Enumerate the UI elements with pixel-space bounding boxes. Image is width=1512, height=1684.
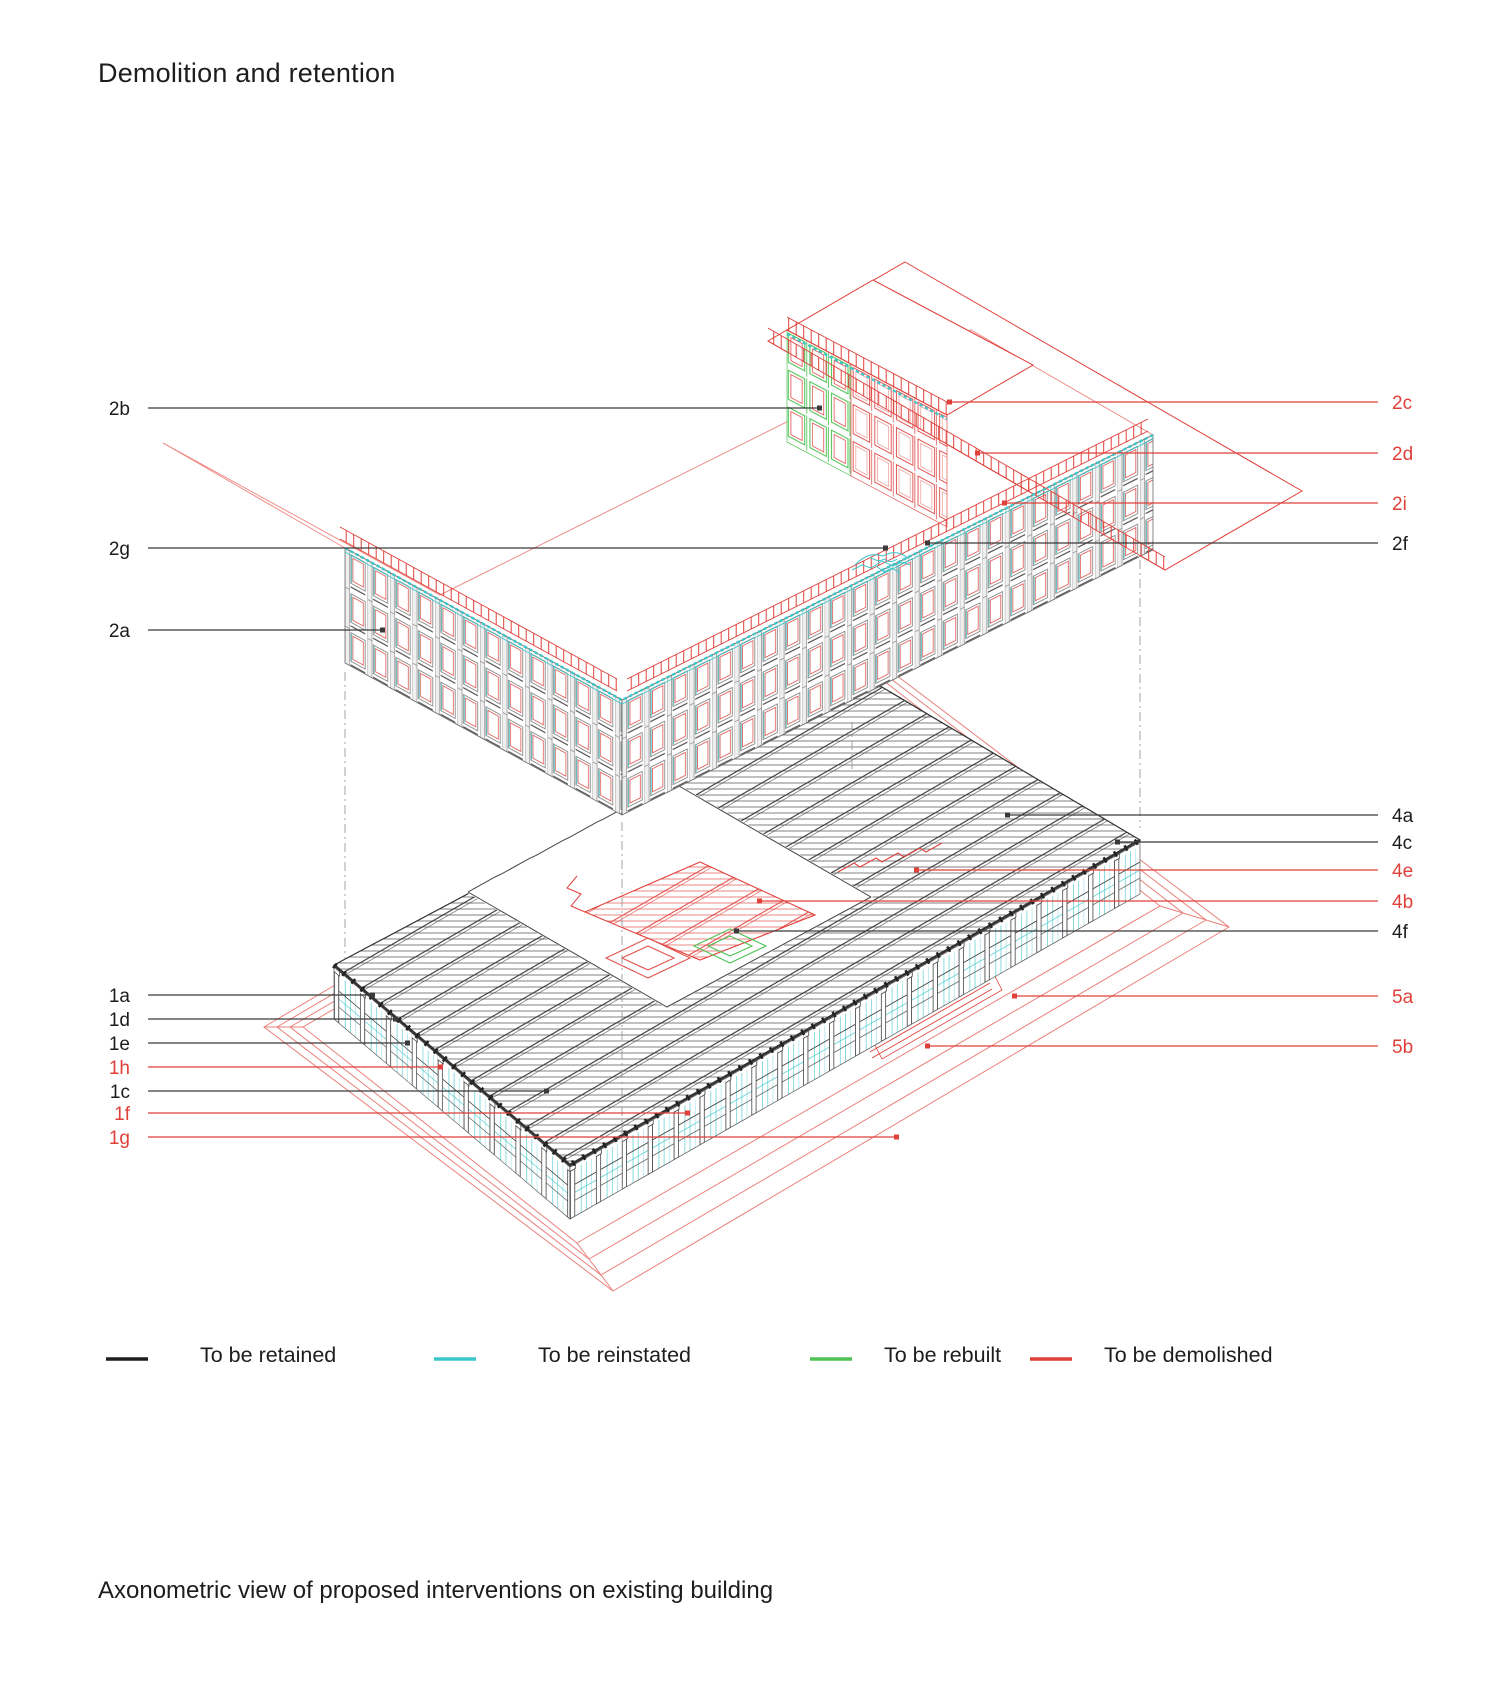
callout-2b: 2b	[108, 399, 130, 420]
callout-1d: 1d	[108, 1010, 130, 1031]
callout-4b: 4b	[1392, 892, 1414, 913]
legend-label-retained: To be retained	[200, 1343, 337, 1367]
callout-2g: 2g	[108, 539, 130, 560]
callout-2a: 2a	[108, 621, 130, 642]
callout-2c: 2c	[1392, 393, 1413, 414]
callout-1h: 1h	[108, 1058, 130, 1079]
callout-1g: 1g	[108, 1128, 130, 1149]
callout-4a: 4a	[1392, 806, 1414, 827]
legend-swatch-demolished	[1028, 1350, 1074, 1368]
callout-1e: 1e	[108, 1034, 130, 1055]
legend-label-reinstated: To be reinstated	[538, 1343, 691, 1367]
callout-1c: 1c	[109, 1082, 130, 1103]
legend-label-demolished: To be demolished	[1104, 1343, 1273, 1367]
legend-swatch-reinstated	[432, 1350, 478, 1368]
page-title: Demolition and retention	[98, 58, 396, 88]
callout-4c: 4c	[1392, 833, 1413, 854]
callout-4f: 4f	[1392, 922, 1408, 943]
callout-1a: 1a	[108, 986, 130, 1007]
callout-2i: 2i	[1392, 494, 1407, 515]
callout-5a: 5a	[1392, 987, 1414, 1008]
callout-1f: 1f	[114, 1104, 130, 1125]
legend-swatch-retained	[104, 1350, 150, 1368]
callout-2d: 2d	[1392, 444, 1414, 465]
callout-2f: 2f	[1392, 534, 1408, 555]
legend-swatch-rebuilt	[808, 1350, 854, 1368]
callout-5b: 5b	[1392, 1037, 1414, 1058]
callout-4e: 4e	[1392, 861, 1414, 882]
legend-label-rebuilt: To be rebuilt	[884, 1343, 1002, 1367]
drawing-caption: Axonometric view of proposed interventions on existing building	[98, 1577, 774, 1604]
